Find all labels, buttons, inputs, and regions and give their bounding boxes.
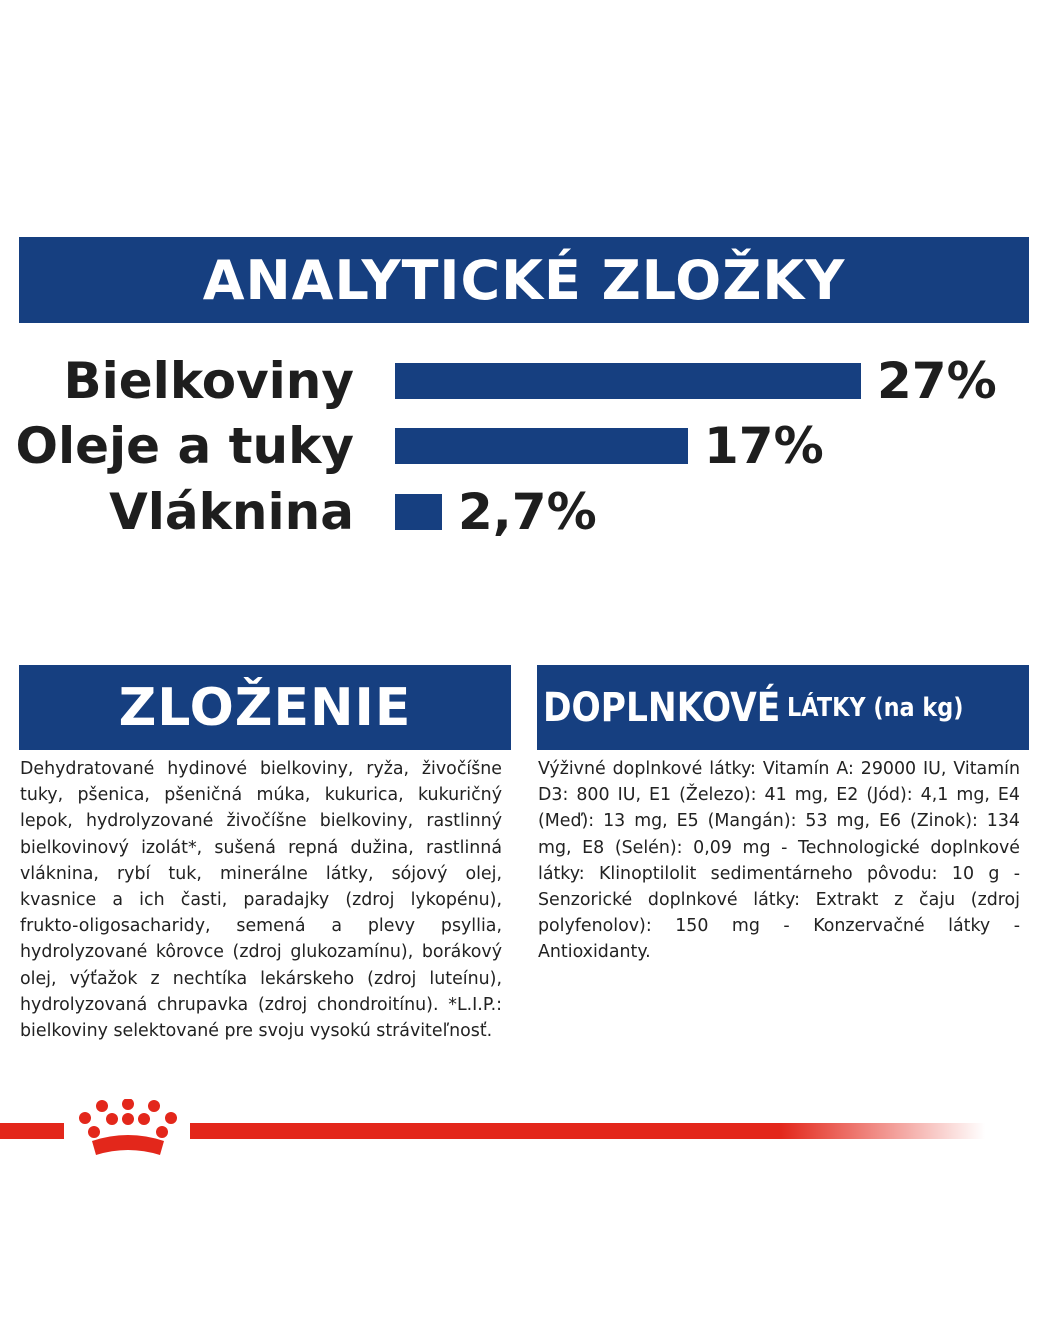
additives-text: Výživné doplnkové látky: Vitamín A: 29000 IU, Vitamín D3: 800 IU, E1 (Železo): 41 mg, E2 (Jód): 4,1 mg, E4 (Meď): 13 mg, E5 (Mangán): 53 mg, E6 (Zinok): 134 mg, E8 (Selén): 0,09 mg - Technologické doplnkové látky: Klinoptilolit sedimentárneho pôvodu: 10 g - Senzorické doplnkové látky: Extrakt z čaju (zdroj polyfenolov): 150 mg - Konzervačné látky - Antioxidanty. (538, 759, 1020, 963)
additives-title: DOPLNKOVÉ (543, 684, 781, 731)
nutrient-bar (395, 363, 861, 399)
composition-title-banner (19, 665, 511, 750)
nutrient-value: 27% (877, 352, 997, 410)
nutrient-value: 2,7% (458, 483, 597, 541)
nutrient-row-fat (0, 414, 1049, 478)
analytic-title: ANALYTICKÉ ZLOŽKY (202, 248, 846, 312)
additives-title-banner (537, 665, 1029, 750)
analytic-title-banner (19, 237, 1029, 323)
nutrient-row-protein (0, 349, 1049, 413)
nutrient-bar (395, 494, 442, 530)
nutrient-bar (395, 428, 688, 464)
composition-title: ZLOŽENIE (118, 677, 412, 738)
nutrient-value: 17% (704, 417, 824, 475)
royal-canin-crown-icon (72, 1099, 184, 1159)
nutrient-label: Vláknina (109, 483, 354, 541)
nutrient-label: Bielkoviny (63, 352, 354, 410)
nutrient-row-fibre (0, 480, 1049, 544)
nutrient-label: Oleje a tuky (15, 417, 354, 475)
composition-text: Dehydratované hydinové bielkoviny, ryža, živočíšne tuky, pšenica, pšeničná múka, kukurica, kukuričný lepok, hydrolyzované živočíšne bielkoviny, rastlinný bielkovinový izolát*, sušená repná dužina, rastlinná vláknina, rybí tuk, minerálne látky, sójový olej, kvasnice a ich časti, paradajky (zdroj lykopénu), frukto-oligosacharidy, semená a plevy psyllia, hydrolyzované kôrovce (zdroj glukozamínu), borákový olej, výťažok z nechtíka lekárskeho (zdroj luteínu), hydrolyzovaná chrupavka (zdroj chondroitínu). *L.I.P.: bielkoviny selektované pre svoju vysokú stráviteľnosť. (20, 759, 502, 1042)
additives-subtitle: LÁTKY (na kg) (786, 692, 964, 723)
